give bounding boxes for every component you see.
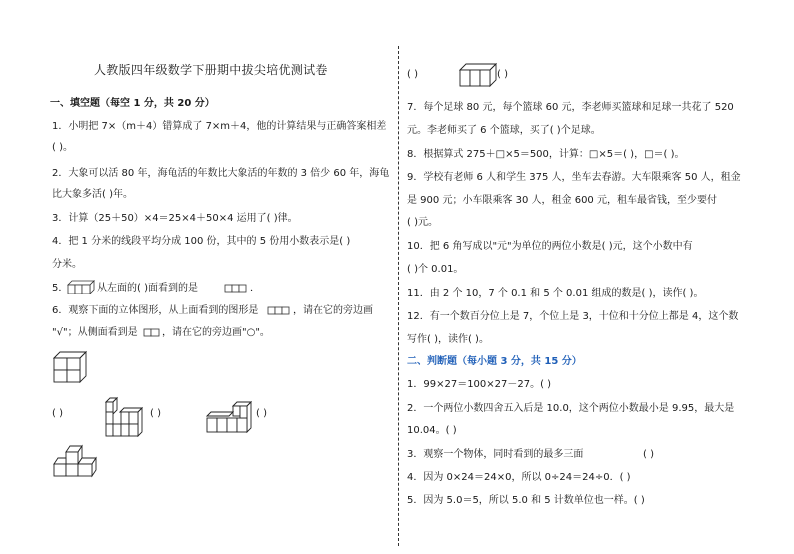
q5-view-figure <box>224 284 248 293</box>
section-1-heading: 一、填空题（每空 1 分，共 20 分） <box>50 98 215 109</box>
q5-number: 5． <box>52 283 69 294</box>
judge-1: 1．99×27＝100×27－27。( ) <box>407 379 552 390</box>
q10-line2: ( )个 0.01。 <box>407 264 464 275</box>
q6-line2-end: ，请在它的旁边画"○"。 <box>162 327 270 338</box>
answer-paren-b: ( ) <box>150 408 161 419</box>
answer-paren-a: ( ) <box>52 408 63 419</box>
page-title: 人教版四年级数学下册期中拔尖培优测试卷 <box>94 63 328 77</box>
judge-2-line2: 10.04。( ) <box>407 425 457 436</box>
section-2-heading: 二、判断题（每小题 3 分，共 15 分） <box>407 356 582 367</box>
q12-line2: 写作( )，读作( )。 <box>407 334 489 345</box>
q4-line1: 4．把 1 分米的线段平均分成 100 份，其中的 5 份用小数表示是( ) <box>52 236 351 247</box>
q2-line1: 2．大象可以活 80 年，海龟活的年数比大象活的年数的 3 倍少 60 年，海龟 <box>52 168 390 179</box>
q10-line1: 10．把 6 角写成以"元"为单位的两位小数是( )元，这个小数中有 <box>407 241 693 252</box>
cube-figure-d <box>52 444 98 478</box>
judge-2-line1: 2．一个两位小数四舍五入后是 10.0，这个两位小数最小是 9.95，最大是 <box>407 403 735 414</box>
q2-line2: 比大象多活( )年。 <box>52 189 133 200</box>
q6-side-view-figure <box>143 328 161 337</box>
answer-paren-c: ( ) <box>256 408 267 419</box>
q7-line2: 元。李老师买了 6 个篮球，买了( )个足球。 <box>407 125 601 136</box>
q1-line2: ( )。 <box>52 142 73 153</box>
answer-paren-d: ( ) <box>407 69 418 80</box>
q3-line: 3．计算（25＋50）×4＝25×4＋50×4 运用了( )律。 <box>52 213 298 224</box>
cube-figure-a <box>52 350 88 384</box>
q9-line3: ( )元。 <box>407 217 438 228</box>
q8-line: 8．根据算式 275＋□×5＝500，计算：□×5＝( )，□＝( )。 <box>407 149 685 160</box>
q5-end: ． <box>250 283 260 294</box>
answer-paren-e: ( ) <box>497 69 508 80</box>
q6-line2: "√"；从侧面看到是 <box>52 327 138 338</box>
q6-top-view-figure <box>267 306 291 315</box>
judge-3: 3．观察一个物体，同时看到的最多三面 <box>407 449 584 460</box>
judge-5: 5．因为 5.0＝5，所以 5.0 和 5 计数单位也一样。( ) <box>407 495 645 506</box>
q9-line2: 是 900 元；小车限乘客 30 人，租金 600 元，租车最省钱，至少要付 <box>407 195 717 206</box>
q5-text: 从左面的( )面看到的是 <box>97 283 198 294</box>
judge-4: 4．因为 0×24＝24×0，所以 0÷24＝24÷0．( ) <box>407 472 631 483</box>
q5-object-figure <box>66 280 96 294</box>
q6-line1: 6．观察下面的立体图形，从上面看到的图形是 <box>52 305 259 316</box>
q9-line1: 9．学校有老师 6 人和学生 375 人，坐车去春游。大车限乘客 50 人，租金 <box>407 172 741 183</box>
column-divider <box>398 46 399 546</box>
q4-line2: 分米。 <box>52 259 82 270</box>
cube-figure-c <box>205 400 255 436</box>
q11-line: 11．由 2 个 10，7 个 0.1 和 5 个 0.01 组成的数是( )，读作( )。 <box>407 288 704 299</box>
q6-line1-end: ，请在它的旁边画 <box>293 305 373 316</box>
q7-line1: 7．每个足球 80 元，每个篮球 60 元，李老师买篮球和足球一共花了 520 <box>407 102 734 113</box>
cube-figure-e <box>458 62 498 88</box>
q12-line1: 12．有一个数百分位上是 7，个位上是 3，十位和十分位上都是 4，这个数 <box>407 311 739 322</box>
q1-line1: 1．小明把 7×（m＋4）错算成了 7×m＋4，他的计算结果与正确答案相差 <box>52 121 387 132</box>
judge-3-paren: ( ) <box>643 449 654 460</box>
cube-figure-b <box>104 396 144 438</box>
